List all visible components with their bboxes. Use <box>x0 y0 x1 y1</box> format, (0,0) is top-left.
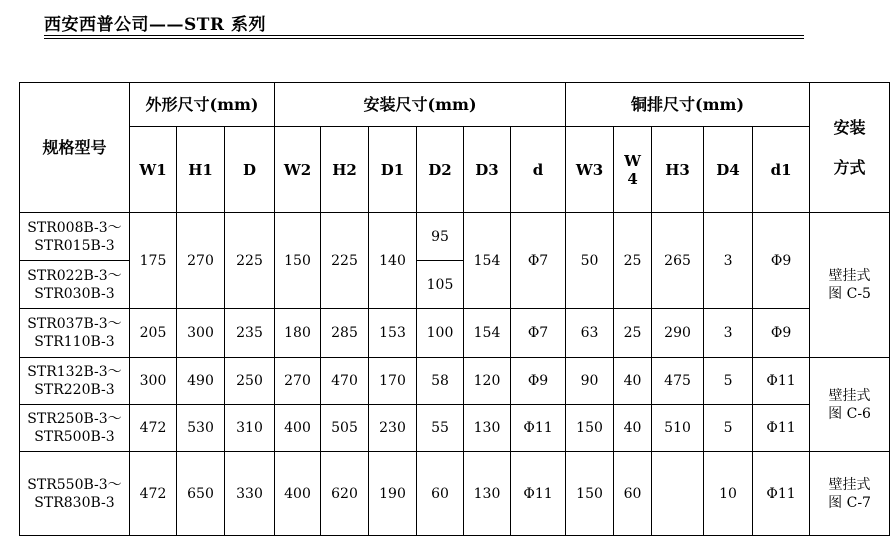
cell-d1-small: Φ11 <box>753 358 810 405</box>
cell-small-d: Φ11 <box>511 452 566 536</box>
cell-h1: 530 <box>177 405 225 452</box>
model-cell <box>20 452 130 536</box>
mount-figure: 图 C-5 <box>828 286 871 302</box>
cell-d: 330 <box>225 452 275 536</box>
model-to: STR500B-3 <box>34 429 115 445</box>
cell-small-d: Φ7 <box>511 213 566 309</box>
model-cell <box>20 405 130 452</box>
header-col-d1-small: d1 <box>753 127 810 213</box>
model-to: STR015B-3 <box>34 237 115 254</box>
model-from: STR037B-3～ <box>27 316 122 332</box>
cell-d3: 154 <box>464 309 511 358</box>
cell-d: 310 <box>225 405 275 452</box>
cell-w4: 25 <box>614 309 652 358</box>
cell-w2: 150 <box>275 213 321 309</box>
model-from: STR132B-3～ <box>27 364 122 380</box>
model-from: STR250B-3～ <box>27 411 122 427</box>
cell-w3: 63 <box>566 309 614 358</box>
cell-h3 <box>652 452 704 536</box>
mount-figure: 图 C-6 <box>828 405 871 422</box>
cell-w1: 175 <box>130 213 177 309</box>
cell-d2: 60 <box>417 452 464 536</box>
header-group-outline: 外形尺寸(mm) <box>130 83 275 127</box>
table-row <box>20 358 890 405</box>
cell-d1: 230 <box>369 405 417 452</box>
cell-w4: 40 <box>614 358 652 405</box>
cell-h2: 225 <box>321 213 369 309</box>
cell-d2: 55 <box>417 405 464 452</box>
cell-d3: 154 <box>464 213 511 309</box>
header-col-d3: D3 <box>464 127 511 213</box>
cell-w4: 25 <box>614 213 652 309</box>
table-row <box>20 452 890 536</box>
cell-w2: 270 <box>275 358 321 405</box>
model-to: STR030B-3 <box>34 285 115 302</box>
cell-small-d: Φ7 <box>511 309 566 358</box>
cell-d3: 130 <box>464 405 511 452</box>
header-col-h2: H2 <box>321 127 369 213</box>
spec-table <box>19 82 890 536</box>
table-row <box>20 213 890 261</box>
cell-h2: 470 <box>321 358 369 405</box>
cell-d1: 153 <box>369 309 417 358</box>
cell-small-d: Φ11 <box>511 405 566 452</box>
title-underline-bottom <box>44 38 804 39</box>
cell-w4: 40 <box>614 405 652 452</box>
cell-w3: 90 <box>566 358 614 405</box>
cell-w2: 400 <box>275 405 321 452</box>
mount-cell-c6 <box>810 358 890 452</box>
model-cell <box>20 309 130 358</box>
mount-cell-c5 <box>810 213 890 358</box>
cell-h3: 510 <box>652 405 704 452</box>
cell-d1: 170 <box>369 358 417 405</box>
cell-w1: 472 <box>130 405 177 452</box>
header-mount-line1: 安装 <box>833 117 866 137</box>
document-title: 西安西普公司——STR 系列 <box>44 15 266 35</box>
header-col-d4: D4 <box>704 127 753 213</box>
cell-w4: 60 <box>614 452 652 536</box>
mount-type: 壁挂式 <box>828 387 871 404</box>
mount-figure: 图 C-7 <box>828 494 871 511</box>
header-col-d: D <box>225 127 275 213</box>
mount-type: 壁挂式 <box>828 268 871 284</box>
cell-d1: 190 <box>369 452 417 536</box>
cell-d2: 95 <box>417 213 464 261</box>
cell-h2: 505 <box>321 405 369 452</box>
header-group-copper: 铜排尺寸(mm) <box>566 83 810 127</box>
cell-d2: 58 <box>417 358 464 405</box>
cell-d: 225 <box>225 213 275 309</box>
model-to: STR220B-3 <box>34 382 115 398</box>
cell-w2: 400 <box>275 452 321 536</box>
cell-d4: 3 <box>704 309 753 358</box>
cell-d: 250 <box>225 358 275 405</box>
cell-d: 235 <box>225 309 275 358</box>
cell-h1: 300 <box>177 309 225 358</box>
cell-h1: 650 <box>177 452 225 536</box>
cell-d2: 105 <box>417 261 464 309</box>
cell-d4: 5 <box>704 358 753 405</box>
cell-h2: 620 <box>321 452 369 536</box>
model-from: STR022B-3～ <box>27 267 122 284</box>
cell-d3: 130 <box>464 452 511 536</box>
header-col-w4-digit: 4 <box>627 169 638 188</box>
header-model: 规格型号 <box>20 83 130 213</box>
header-col-w4-letter: W <box>624 151 641 170</box>
cell-h3: 290 <box>652 309 704 358</box>
header-mount-line2: 方式 <box>833 157 866 177</box>
cell-d1-small: Φ9 <box>753 213 810 309</box>
cell-small-d: Φ9 <box>511 358 566 405</box>
model-from: STR550B-3～ <box>27 476 122 493</box>
cell-w1: 205 <box>130 309 177 358</box>
cell-h1: 270 <box>177 213 225 309</box>
cell-d4: 3 <box>704 213 753 309</box>
cell-w1: 300 <box>130 358 177 405</box>
title-underline-top <box>44 35 804 36</box>
table-row <box>20 309 890 358</box>
model-to: STR830B-3 <box>34 494 115 511</box>
cell-d2: 100 <box>417 309 464 358</box>
header-col-small-d: d <box>511 127 566 213</box>
header-col-w3: W3 <box>566 127 614 213</box>
header-mount <box>810 83 890 213</box>
cell-d1: 140 <box>369 213 417 309</box>
cell-h2: 285 <box>321 309 369 358</box>
cell-w3: 50 <box>566 213 614 309</box>
cell-w1: 472 <box>130 452 177 536</box>
header-col-d2: D2 <box>417 127 464 213</box>
header-col-h1: H1 <box>177 127 225 213</box>
cell-d3: 120 <box>464 358 511 405</box>
model-cell <box>20 213 130 261</box>
table-row <box>20 405 890 452</box>
mount-type: 壁挂式 <box>828 476 871 493</box>
model-cell <box>20 358 130 405</box>
header-col-w4 <box>614 127 652 213</box>
cell-h3: 475 <box>652 358 704 405</box>
mount-cell-c7 <box>810 452 890 536</box>
cell-d1-small: Φ9 <box>753 309 810 358</box>
cell-w2: 180 <box>275 309 321 358</box>
cell-w3: 150 <box>566 405 614 452</box>
header-col-w2: W2 <box>275 127 321 213</box>
header-col-h3: H3 <box>652 127 704 213</box>
header-col-d1: D1 <box>369 127 417 213</box>
cell-d4: 5 <box>704 405 753 452</box>
cell-d1-small: Φ11 <box>753 405 810 452</box>
cell-d1-small: Φ11 <box>753 452 810 536</box>
cell-h3: 265 <box>652 213 704 309</box>
cell-w3: 150 <box>566 452 614 536</box>
model-from: STR008B-3～ <box>27 219 122 236</box>
cell-d4: 10 <box>704 452 753 536</box>
header-col-w1: W1 <box>130 127 177 213</box>
header-group-install: 安装尺寸(mm) <box>275 83 566 127</box>
model-to: STR110B-3 <box>34 334 115 350</box>
cell-h1: 490 <box>177 358 225 405</box>
model-cell <box>20 261 130 309</box>
